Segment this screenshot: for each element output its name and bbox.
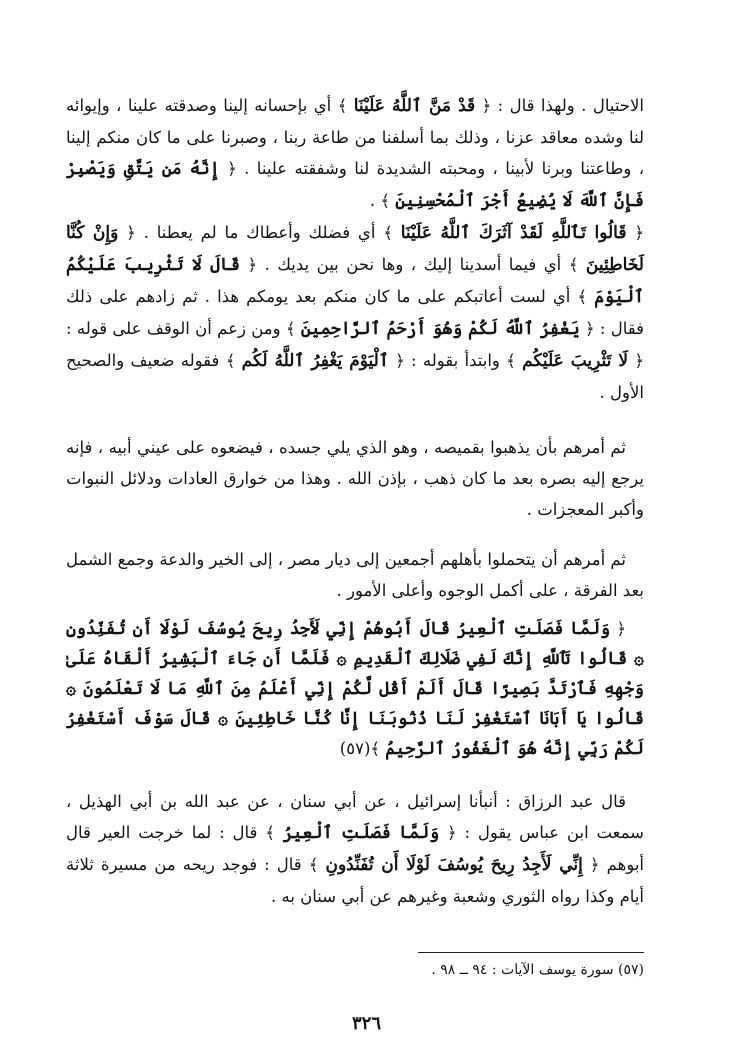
text-run: ﴾ أي فضلك وأعطاك ما لم يعطنا . ﴿ (126, 223, 393, 242)
quran-verse: إِنَّهُ مَن يَتَّقِ وَيَصْبِرْ فَإِنَّ ٱللَّهَ لَا يُضِيعُ أَجْرَ ٱلْمُحْسِنِينَ (66, 159, 644, 211)
paragraph-egypt: ثم أمرهم أن يتحملوا بأهلهم أجمعين إلى ديار مصر ، إلى الخير والدعة وجمع الشمل بعد الفرقة ، على أكمل الوجوه وأعلى الأمور . (66, 550, 644, 600)
text-run: ﴾ أي فيما أسدينا إليك ، وها نحن بين يديك . ﴿ (247, 255, 579, 274)
quran-verse: قَالَ لَا تَثْرِيبَ عَلَيْكُمُ ٱلْيَوْمَ (66, 255, 644, 307)
paragraph-shirt: ثم أمرهم بأن يذهبوا بقميصه ، وهو الذي يلي جسده ، فيضعوه على عيني أبيه ، فإنه يرجع إليه بصره بعد ما كان ذهب ، بإذن الله . وهذا من خوارق العادات ودلائل النبوات وأكبر المعجزات . (66, 438, 644, 519)
quran-verse: وَلَمَّا فَصَلَتِ ٱلْعِيرُ قَالَ أَبُوهُمْ إِنِّي لَأَجِدُ رِيحَ يُوسُفَ لَوْلَا أَن تُفَنِّدُونِ ۞ قَالُوا تَٱللَّهِ إِنَّكَ لَفِي ضَلَالِكَ ٱلْقَدِيمِ ۞ فَلَمَّا أَن جَاءَ ٱلْبَشِيرُ أَلْقَاهُ عَلَىٰ وَجْهِهِ فَٱرْتَدَّ بَصِيرًا قَالَ أَلَمْ أَقُل لَّكُمْ إِنِّي أَعْلَمُ مِنَ ٱللَّهِ مَا لَا تَعْلَمُونَ ۞ قَالُوا يَا أَبَانَا ٱسْتَغْفِرْ لَنَا ذُنُوبَنَا إِنَّا كُنَّا خَاطِئِينَ ۞ قَالَ سَوْفَ أَسْتَغْفِرُ لَكُمْ رَبِّي إِنَّهُ هُوَ ٱلْغَفُورُ ٱلرَّحِيمُ (66, 619, 644, 759)
page-number: ٣٢٦ (351, 1013, 381, 1034)
quran-verse: إِنِّي لَأَجِدُ رِيحَ يُوسُفَ لَوْلَا أَن تُفَنِّدُونِ (325, 855, 583, 875)
text-run: الاحتيال . ولهذا قال : ﴿ (481, 96, 645, 115)
quran-verse: وَلَمَّا فَصَلَتِ ٱلْعِيرُ (282, 823, 440, 843)
text-run: ﴾ . (369, 191, 391, 210)
quran-verse: يَغْفِرُ ٱللَّهُ لَكُمْ وَهُوَ أَرْحَمُ ٱلرَّاحِمِينَ (300, 319, 580, 339)
text-run: ﴿ (634, 223, 644, 242)
text-run: ﴾ وابتدأ بقوله : ﴿ (395, 351, 516, 370)
quran-verse: قَدْ مَنَّ ٱللَّهُ عَلَيْنَا (353, 96, 476, 116)
paragraph-narration (66, 786, 644, 912)
footnote: (٥٧) سورة يوسف الآيات : ٩٤ ــ ٩٨ . (431, 962, 644, 978)
paragraph-verses (66, 614, 644, 764)
text-run: قال عبد الرزاق : أنبأنا إسرائيل ، عن أبي سنان ، عن عبد الله بن أبي الهذيل ، سمعت ابن عباس يقول : ﴿ (66, 792, 644, 842)
quran-verse: لَا تَثْرِيبَ عَلَيْكُم (522, 351, 629, 371)
text-run: ﴾ قال : فوجد ريحه من مسيرة ثلاثة أيام وكذا رواه الثوري وشعبة وغيرهم عن أبي سنان به . (66, 855, 644, 906)
text-run: ﴿ (616, 619, 626, 638)
text-run: ﴾ فقوله ضعيف والصحيح الأول . (66, 351, 644, 402)
quran-verse: ٱلْيَوْمَ يَغْفِرُ ٱللَّهُ لَكُم (241, 351, 389, 371)
text-run: ﴾ أي لست أعاتبكم على ما كان منكم بعد يومكم هذا . ثم زادهم على ذلك فقال : ﴿ (66, 287, 645, 338)
footnote-ref: ﴾(٥٧) (339, 739, 381, 758)
paragraph-commentary (66, 90, 644, 408)
text-run: ﴾ أي بإحسانه إلينا وصدقته علينا ، وإيوائه لنا وشده معاقد عزنا ، وذلك بما أسلفنا من طاعة ربنا ، وصبرنا على ما كان منكم إلينا ، وطاعتنا وبرنا لأبينا ، ومحبته الشديدة لنا وشفقته علينا . ﴿ (66, 96, 645, 178)
text-run: ﴾ ومن زعم أن الوقف على قوله : ﴿ (66, 319, 644, 370)
quran-verse: وَإِنْ كُنَّا لَخَاطِئِينَ (66, 223, 644, 275)
text-run: ﴾ قال : لما خرجت العير قال أبوهم ﴿ (66, 823, 645, 874)
quran-verse: قَالُوا تَٱللَّهِ لَقَدْ آثَرَكَ ٱللَّهُ عَلَيْنَا (400, 223, 627, 243)
footnote-divider (418, 952, 644, 953)
